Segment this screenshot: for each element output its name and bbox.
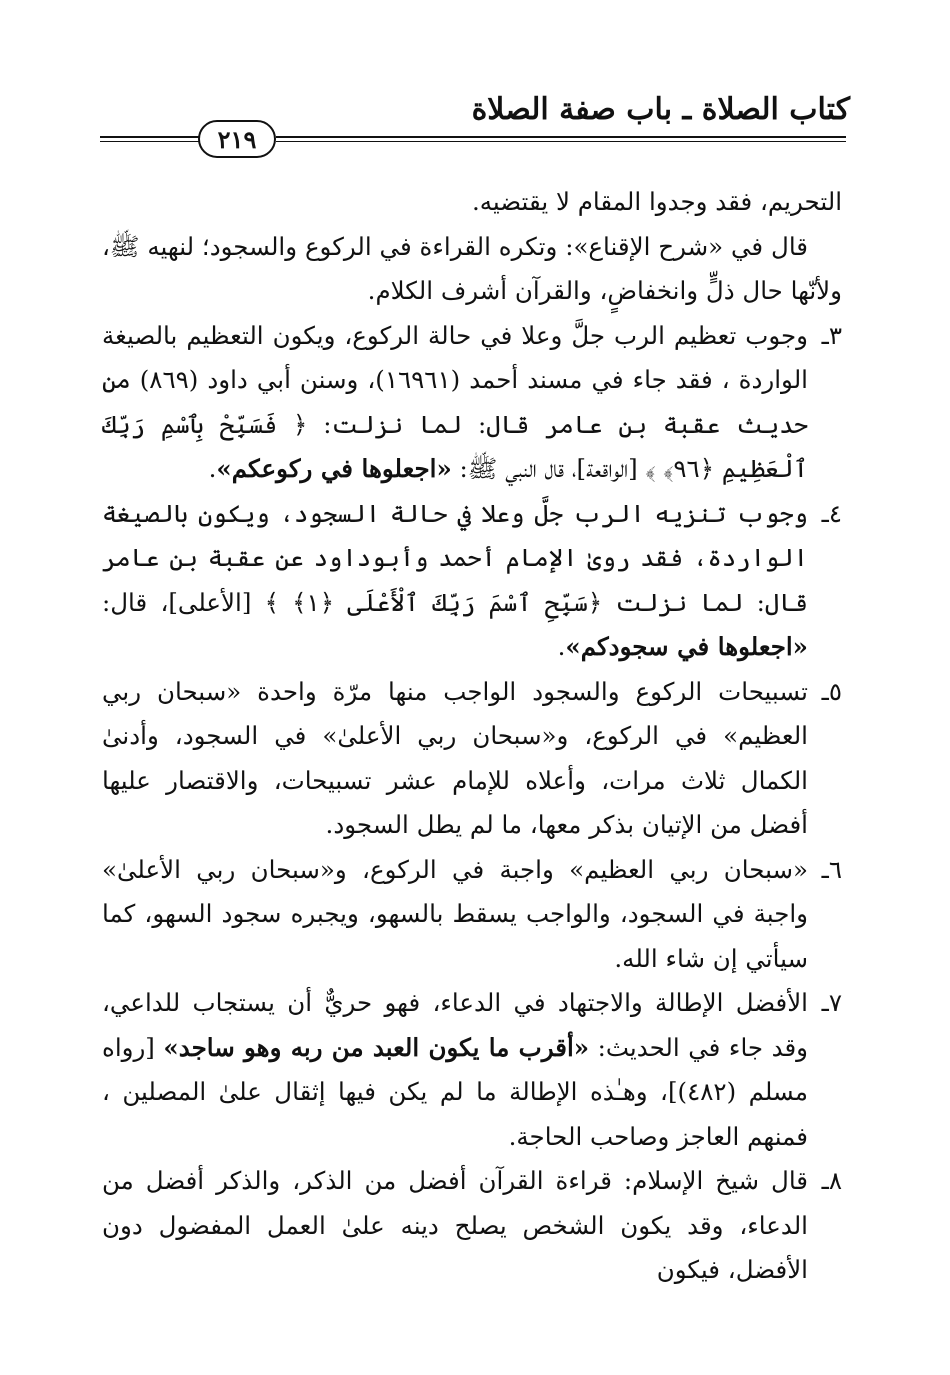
paragraph-sharh-iqna: قال في «شرح الإقناع»: وتكره القراءة في الركوع والسجود؛ لنهيه ﷺ، ولأنّها حال ذلٍّ وانخفاضٍ، والقرآن أشرف الكلام.	[102, 231, 842, 305]
list-item-number: ٤ـ	[821, 498, 842, 528]
list-item	[102, 1159, 842, 1293]
running-title: كتاب الصلاة ـ باب صفة الصلاة	[471, 92, 850, 127]
list-item-number: ٧ـ	[821, 988, 842, 1017]
item-text-part: الأفضل الإطالة والاجتهاد في الدعاء، فهو حريٌّ أن يستجاب للداعي، وقد جاء في الحديث:	[102, 988, 809, 1062]
item-text-part: قال شيخ الإسلام: قراءة القرآن أفضل من الذكر، والذكر أفضل من الدعاء، وقد يكون الشخص يصلح دينه علىٰ العمل المفضول دون الأفضل، فيكون	[102, 1166, 808, 1284]
item-text-part: وجوب تنزيه الرب جلَّ وعلا في حالة السجود، ويكون بالصيغة الواردة، فقد روىٰ الإمام أحمد وأبوداود عن عقبة بن عامر قال: لما نزلت ﴿سَبِّحِ ٱسْمَ رَبِّكَ ٱلْأَعْلَى ﴿١﴾ ﴾ [الأعلى]، قال:	[102, 498, 809, 617]
item-text-bold: «اجعلوها في ركوعكم»	[216, 454, 452, 483]
list-item-text	[102, 1159, 808, 1293]
item-text-part: وجوب تعظيم الرب جلَّ وعلا في حالة الركوع، ويكون التعظيم بالصيغة الواردة ، فقد جاء في مسند أحمد (١٦٩٦١)، وسنن أبي داود (٨٦٩) من حديث عقبة بن عامر قال: لما نزلت: ﴿ فَسَبِّحْ بِٱسْمِ رَبِّكَ ٱلْعَظِيمِ ﴿٩٦﴾ ﴾ [الواقعة]، قال النبي ﷺ:	[102, 320, 808, 483]
list-item-number: ٥ـ	[821, 676, 842, 706]
item-text-part: «سبحان ربي العظيم» واجبة في الركوع، و«سبحان ربي الأعلىٰ» واجبة في السجود، والواجب يسقط بالسهو، ويجبره سجود السهو، كما سيأتي إن شاء الله.	[102, 854, 808, 973]
item-text-part: تسبيحات الركوع والسجود الواجب منها مرّة واحدة «سبحان ربي العظيم» في الركوع، و«سبحان ربي الأعلىٰ» في السجود، وأدنىٰ الكمال ثلاث مرات، وأعلاه للإمام عشر تسبيحات، والاقتصار عليها أفضل من الإتيان بذكر معها، ما لم يطل السجود.	[102, 676, 808, 839]
list-item	[102, 848, 842, 982]
list-item-number: ٣ـ	[821, 320, 842, 350]
item-text-bold: «أقرب ما يكون العبد من ربه وهو ساجد»	[163, 1032, 590, 1062]
list-item-text	[102, 492, 808, 670]
item-text-part: .	[208, 454, 217, 483]
list-item-text	[102, 314, 808, 492]
list-item	[102, 492, 842, 670]
item-text-part: [رواه مسلم (٤٨٢)]، وهـٰذه الإطالة ما لم يكن فيها إثقال علىٰ المصلين ، فمنهم العاجز وصاحب الحاجة.	[102, 1032, 808, 1151]
list-item	[102, 670, 842, 848]
item-text-part: .	[557, 632, 566, 661]
list-item-number: ٦ـ	[821, 854, 842, 884]
page-number: ٢١٩	[198, 120, 276, 158]
list-item-text	[102, 981, 808, 1159]
list-item	[102, 981, 842, 1159]
list-item	[102, 314, 842, 492]
list-item-number: ٨ـ	[821, 1166, 842, 1195]
page-body	[102, 180, 842, 1293]
item-text-bold: «اجعلوها في سجودكم»	[565, 632, 808, 661]
header-rule-right	[276, 136, 846, 142]
paragraph-continuation: التحريم، فقد وجدوا المقام لا يقتضيه.	[471, 187, 842, 216]
header-rule-left	[100, 136, 200, 142]
list-item-text	[102, 848, 808, 982]
list-item-text	[102, 670, 808, 848]
